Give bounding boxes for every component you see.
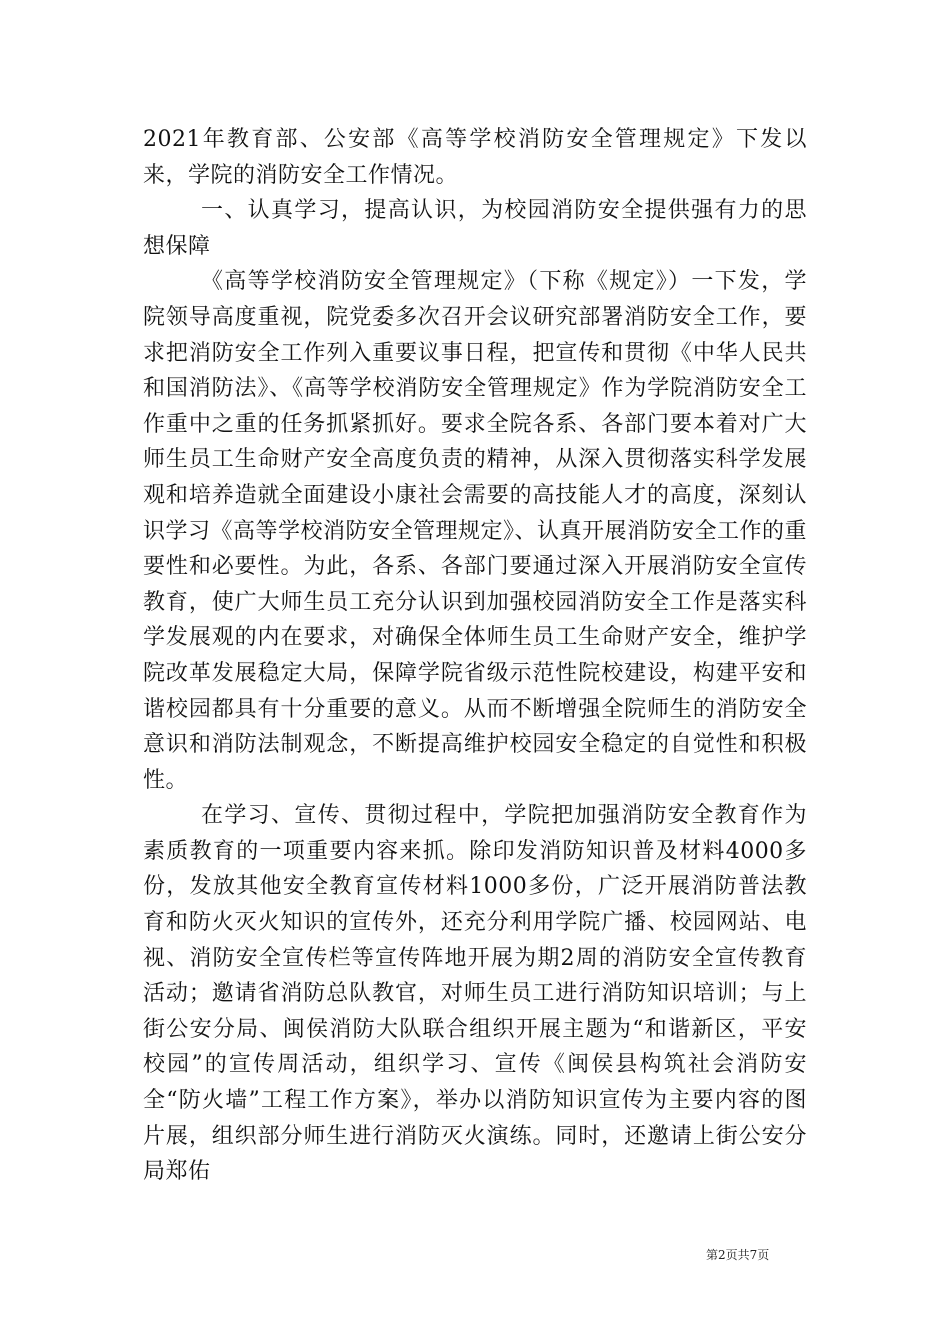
document-body bbox=[143, 122, 807, 1190]
paragraph-publicity: 在学习、宣传、贯彻过程中，学院把加强消防安全教育作为素质教育的一项重要内容来抓。除印发消防知识普及材料4000多份，发放其他安全教育宣传材料1000多份，广泛开展消防普法教育和防火灭火知识的宣传外，还充分利用学院广播、校园网站、电视、消防安全宣传栏等宣传阵地开展为期2周的消防安全宣传教育活动；邀请省消防总队教官，对师生员工进行消防知识培训；与上街公安分局、闽侯消防大队联合组织开展主题为“和谐新区，平安校园”的宣传周活动，组织学习、宣传《闽侯县构筑社会消防安全“防火墙”工程工作方案》，举办以消防知识宣传为主要内容的图片展，组织部分师生进行消防灭火演练。同时，还邀请上街公安分局郑佑 bbox=[143, 803, 807, 1185]
section-heading-1: 一、认真学习，提高认识，为校园消防安全提供强有力的思想保障 bbox=[143, 198, 807, 259]
paragraph-regulation: 《高等学校消防安全管理规定》（下称《规定》）一下发，学院领导高度重视，院党委多次召开会议研究部署消防安全工作，要求把消防安全工作列入重要议事日程，把宣传和贯彻《中华人民共和国消防法》、《高等学校消防安全管理规定》作为学院消防安全工作重中之重的任务抓紧抓好。要求全院各系、各部门要本着对广大师生员工生命财产安全高度负责的精神，从深入贯彻落实科学发展观和培养造就全面建设小康社会需要的高技能人才的高度，深刻认识学习《高等学校消防安全管理规定》、认真开展消防安全工作的重要性和必要性。为此，各系、各部门要通过深入开展消防安全宣传教育，使广大师生员工充分认识到加强校园消防安全工作是落实科学发展观的内在要求，对确保全体师生员工生命财产安全，维护学院改革发展稳定大局，保障学院省级示范性院校建设，构建平安和谐校园都具有十分重要的意义。从而不断增强全院师生的消防安全意识和消防法制观念，不断提高维护校园安全稳定的自觉性和积极性。 bbox=[143, 269, 808, 793]
paragraph-intro: 2021年教育部、公安部《高等学校消防安全管理规定》下发以来，学院的消防安全工作情况。 bbox=[143, 127, 807, 188]
page-number: 第2页共7页 bbox=[706, 1248, 770, 1262]
